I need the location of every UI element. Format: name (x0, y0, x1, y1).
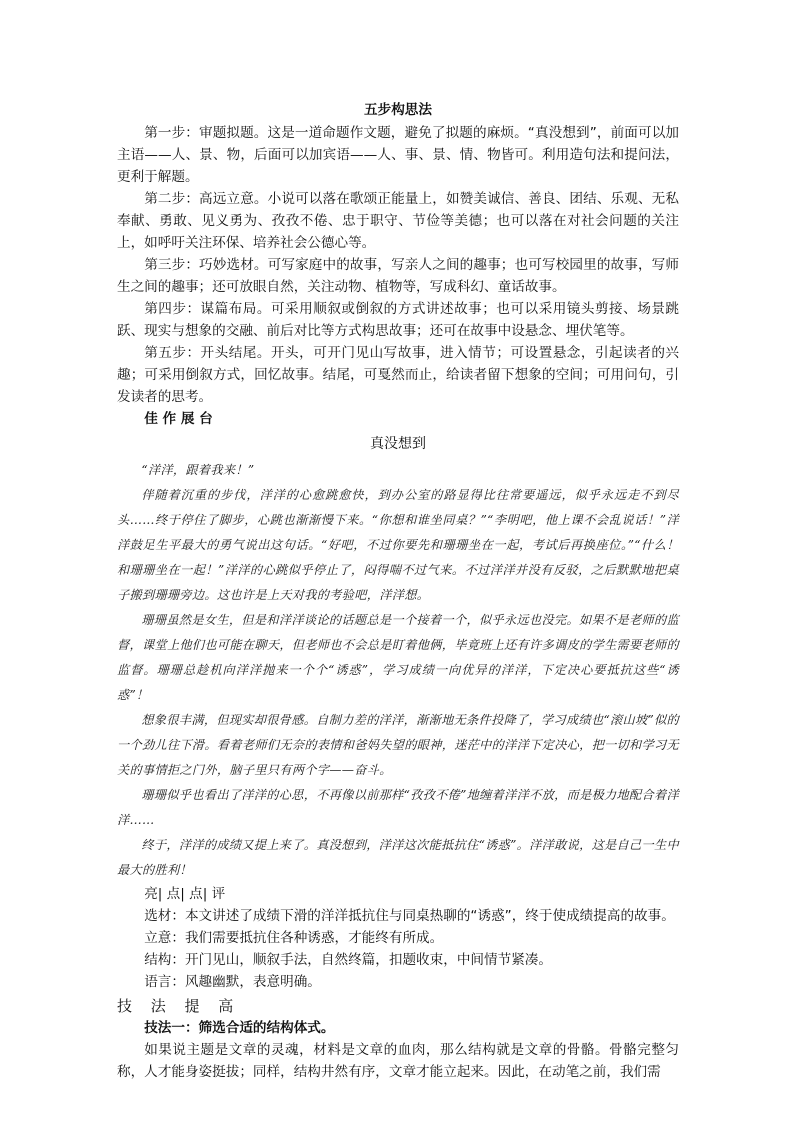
comment-language: 语言：风趣幽默，表意明确。 (144, 974, 321, 990)
comment-material: 选材：本文讲述了成绩下滑的洋洋抵抗住与同桌热聊的“诱惑”，终于使成绩提高的故事。 (144, 908, 675, 924)
story-paragraph: 终于，洋洋的成绩又提上来了。真没想到，洋洋这次能抵抗住“诱惑”。洋洋敢说，这是自己一生中最大的胜利！ (117, 838, 679, 877)
comment-theme: 立意：我们需要抵抗住各种诱惑，才能终有所成。 (144, 930, 444, 946)
step-4: 第四步：谋篇布局。可采用顺叙或倒叙的方式讲述故事；也可以采用镜头剪接、场景跳跃、现实与想象的交融、前后对比等方式构思故事；还可在故事中设悬念、埋伏笔等。 (117, 301, 679, 339)
document-page (117, 92, 679, 1083)
step-3: 第三步：巧妙选材。可写家庭中的故事，写亲人之间的趣事；也可写校园里的故事，写师生之间的趣事；还可放眼自然，关注动物、植物等，写成科幻、童话故事。 (117, 257, 679, 295)
skill-subheading: 技法一：筛选合适的结构体式。 (144, 1020, 335, 1036)
showcase-heading: 佳 作 展 台 (144, 411, 213, 427)
story-paragraph: “洋洋，跟着我来！” (141, 463, 255, 477)
skill-heading: 技 法 提 高 (117, 997, 241, 1015)
story-paragraph: 想象很丰满，但现实却很骨感。自制力差的洋洋，渐渐地无条件投降了，学习成绩也“滚山坡”似的一个劲儿往下滑。看着老师们无奈的表情和爸妈失望的眼神，迷茫中的洋洋下定决心，把一切和学习无关的事情拒之门外，脑子里只有两个字——奋斗。 (117, 713, 679, 777)
step-2: 第二步：高远立意。小说可以落在歌颂正能量上，如赞美诚信、善良、团结、乐观、无私奉献、勇敢、见义勇为、孜孜不倦、忠于职守、节俭等美德；也可以落在对社会问题的关注上，如呼吁关注环保、培养社会公德心等。 (117, 191, 679, 251)
story-paragraph: 伴随着沉重的步伐，洋洋的心愈跳愈快，到办公室的路显得比往常要遥远，似乎永远走不到尽头……终于停住了脚步，心跳也渐渐慢下来。“你想和谁坐同桌？”“李明吧，他上课不会乱说话！”洋洋鼓足生平最大的勇气说出这句话。“好吧，不过你要先和珊珊坐在一起，考试后再换座位。”“什么！和珊珊坐在一起！”洋洋的心跳似乎停止了，闷得喘不过气来。不过洋洋并没有反驳，之后默默地把桌子搬到珊珊旁边。这也许是上天对我的考验吧，洋洋想。 (117, 488, 680, 602)
story-title: 真没想到 (370, 436, 426, 452)
comment-structure: 结构：开门见山，顺叙手法，自然终篇，扣题收束，中间情节紧凑。 (144, 952, 552, 968)
step-5: 第五步：开头结尾。开头，可开门见山写故事，进入情节；可设置悬念，引起读者的兴趣；可采用倒叙方式，回忆故事。结尾，可戛然而止，给读者留下想象的空间；可用问句，引发读者的思考。 (117, 345, 679, 405)
story-paragraph: 珊珊似乎也看出了洋洋的心思，不再像以前那样“孜孜不倦”地缠着洋洋不放，而是极力地配合着洋洋…… (117, 788, 679, 827)
step-1: 第一步：审题拟题。这是一道命题作文题，避免了拟题的麻烦。“真没想到”，前面可以加主语——人、景、物，后面可以加宾语——人、事、景、情、物皆可。利用造句法和提问法，更利于解题。 (117, 125, 679, 185)
skill-text: 如果说主题是文章的灵魂，材料是文章的血肉，那么结构就是文章的骨骼。骨骼完整匀称，人才能身姿挺拔；同样，结构井然有序，文章才能立起来。因此，在动笔之前，我们需 (117, 1042, 679, 1080)
story-body (117, 458, 679, 883)
page-title: 五步构思法 (364, 102, 432, 118)
story-paragraph: 珊珊虽然是女生，但是和洋洋谈论的话题总是一个接着一个，似乎永远也没完。如果不是老师的监督，课堂上他们也可能在聊天，但老师也不会总是盯着他俩，毕竟班上还有许多调皮的学生需要老师的监督。珊珊总趁机向洋洋抛来一个个“诱惑”，学习成绩一向优异的洋洋，下定决心要抵抗这些“诱惑”！ (117, 613, 679, 702)
comment-heading: 亮| 点| 点| 评 (144, 886, 226, 902)
